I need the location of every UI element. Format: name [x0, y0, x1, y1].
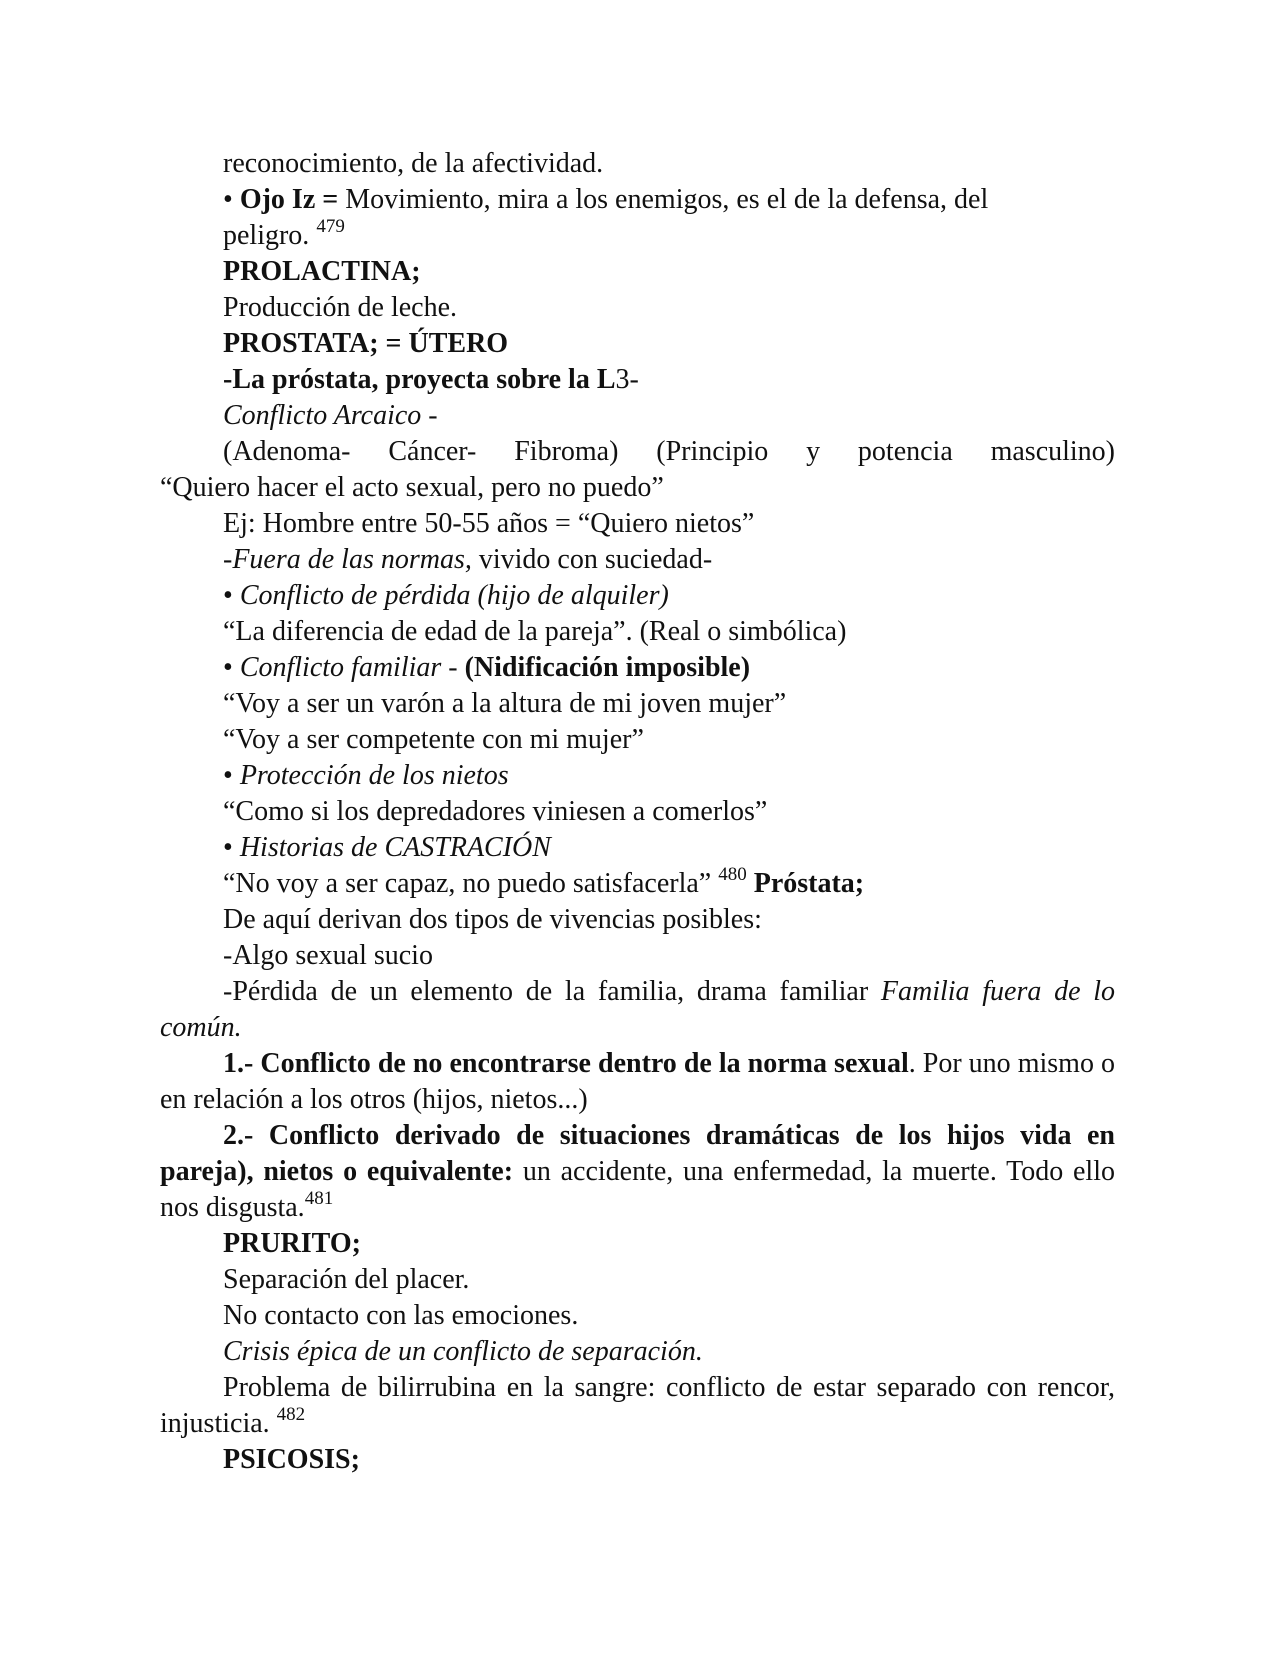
italic-span: Historias de CASTRACIÓN — [232, 832, 551, 863]
text-span: . Por uno mismo o en relación a los otros (hijos, nietos...) — [160, 1048, 1115, 1115]
document-page — [160, 146, 1115, 1478]
footnote-ref: 481 — [304, 1188, 334, 1210]
text-line: Ej: Hombre entre 50-55 años = “Quiero nietos” — [223, 508, 755, 539]
text-span: Problema de bilirrubina en la sangre: conflicto de estar separado con rencor, injusticia. — [160, 1372, 1115, 1439]
text-line: De aquí derivan dos tipos de vivencias posibles: — [223, 904, 762, 935]
italic-span: Protección de los nietos — [232, 760, 509, 791]
italic-span: Familia fuera de lo común. — [160, 976, 1115, 1043]
bold-span: 1.- Conflicto de no encontrarse dentro de la norma sexual — [223, 1048, 909, 1079]
bold-span: -La próstata, proyecta sobre la L — [223, 364, 616, 395]
heading-prostata: PROSTATA; = ÚTERO — [223, 328, 509, 359]
footnote-ref: 479 — [316, 216, 345, 238]
footnote-ref: 480 — [718, 864, 747, 886]
text-line: Producción de leche. — [223, 292, 458, 323]
text-line: reconocimiento, de la afectividad. — [223, 148, 604, 179]
bullet-icon: • — [223, 832, 233, 863]
bullet-icon: • — [223, 652, 233, 683]
text-span: -Pérdida de un elemento de la familia, drama familiar — [223, 976, 881, 1007]
text-span: - — [441, 652, 465, 683]
term-ojo-iz: Ojo Iz = — [239, 184, 339, 215]
text-line: -Algo sexual sucio — [223, 940, 433, 971]
text-line: “Voy a ser competente con mi mujer” — [223, 724, 644, 755]
bold-span: Próstata; — [746, 868, 865, 899]
text-span: 3- — [615, 364, 639, 395]
bullet-ojo-iz — [160, 182, 1115, 218]
paragraph — [160, 974, 1115, 1046]
italic-span: Conflicto de pérdida (hijo de alquiler) — [232, 580, 669, 611]
bold-span: (Nidificación imposible) — [464, 652, 751, 683]
italic-line: Crisis épica de un conflicto de separación. — [223, 1336, 703, 1367]
italic-span: Conflicto familiar — [232, 652, 442, 683]
text-line — [160, 218, 1115, 254]
footnote-ref: 482 — [276, 1404, 306, 1426]
text-line: “Voy a ser un varón a la altura de mi joven mujer” — [223, 688, 787, 719]
bullet-icon: • — [223, 184, 233, 215]
text-line — [160, 542, 1115, 578]
bullet-item — [160, 758, 1115, 794]
italic-line: Conflicto Arcaico - — [223, 400, 438, 431]
heading-psicosis: PSICOSIS; — [223, 1444, 360, 1475]
bullet-item — [160, 830, 1115, 866]
subheading-prostata — [160, 362, 1115, 398]
text-span: vivido con suciedad- — [471, 544, 713, 575]
paragraph-conflict-2 — [160, 1118, 1115, 1226]
text-line: “La diferencia de edad de la pareja”. (Real o simbólica) — [223, 616, 847, 647]
text-span: un accidente, una enfermedad, la muerte. Todo ello nos disgusta. — [160, 1156, 1115, 1223]
text-line: No contacto con las emociones. — [223, 1300, 579, 1331]
italic-span: -Fuera de las normas, — [223, 544, 472, 575]
bullet-item — [160, 578, 1115, 614]
text-line — [160, 866, 1115, 902]
bullet-item — [160, 650, 1115, 686]
text-line: “Como si los depredadores viniesen a comerlos” — [223, 796, 768, 827]
text-line-justified: (Adenoma- Cáncer- Fibroma) (Principio y potencia masculino) — [223, 436, 1115, 467]
bullet-icon: • — [223, 760, 233, 791]
text-span: “No voy a ser capaz, no puedo satisfacerla” — [223, 868, 719, 899]
text-line: Separación del placer. — [223, 1264, 470, 1295]
paragraph-conflict-1 — [160, 1046, 1115, 1118]
bullet-icon: • — [223, 580, 233, 611]
bold-span: 2.- Conflicto derivado de situaciones dramáticas de los hijos vida en pareja), nietos o equivalente: — [160, 1120, 1115, 1187]
heading-prurito: PRURITO; — [223, 1228, 361, 1259]
heading-prolactina: PROLACTINA; — [223, 256, 421, 287]
paragraph-bilirrubina — [160, 1370, 1115, 1442]
text-span: Movimiento, mira a los enemigos, es el de la defensa, del — [338, 184, 989, 215]
text-line: “Quiero hacer el acto sexual, pero no puedo” — [160, 472, 664, 503]
text-span: peligro. — [223, 220, 310, 251]
